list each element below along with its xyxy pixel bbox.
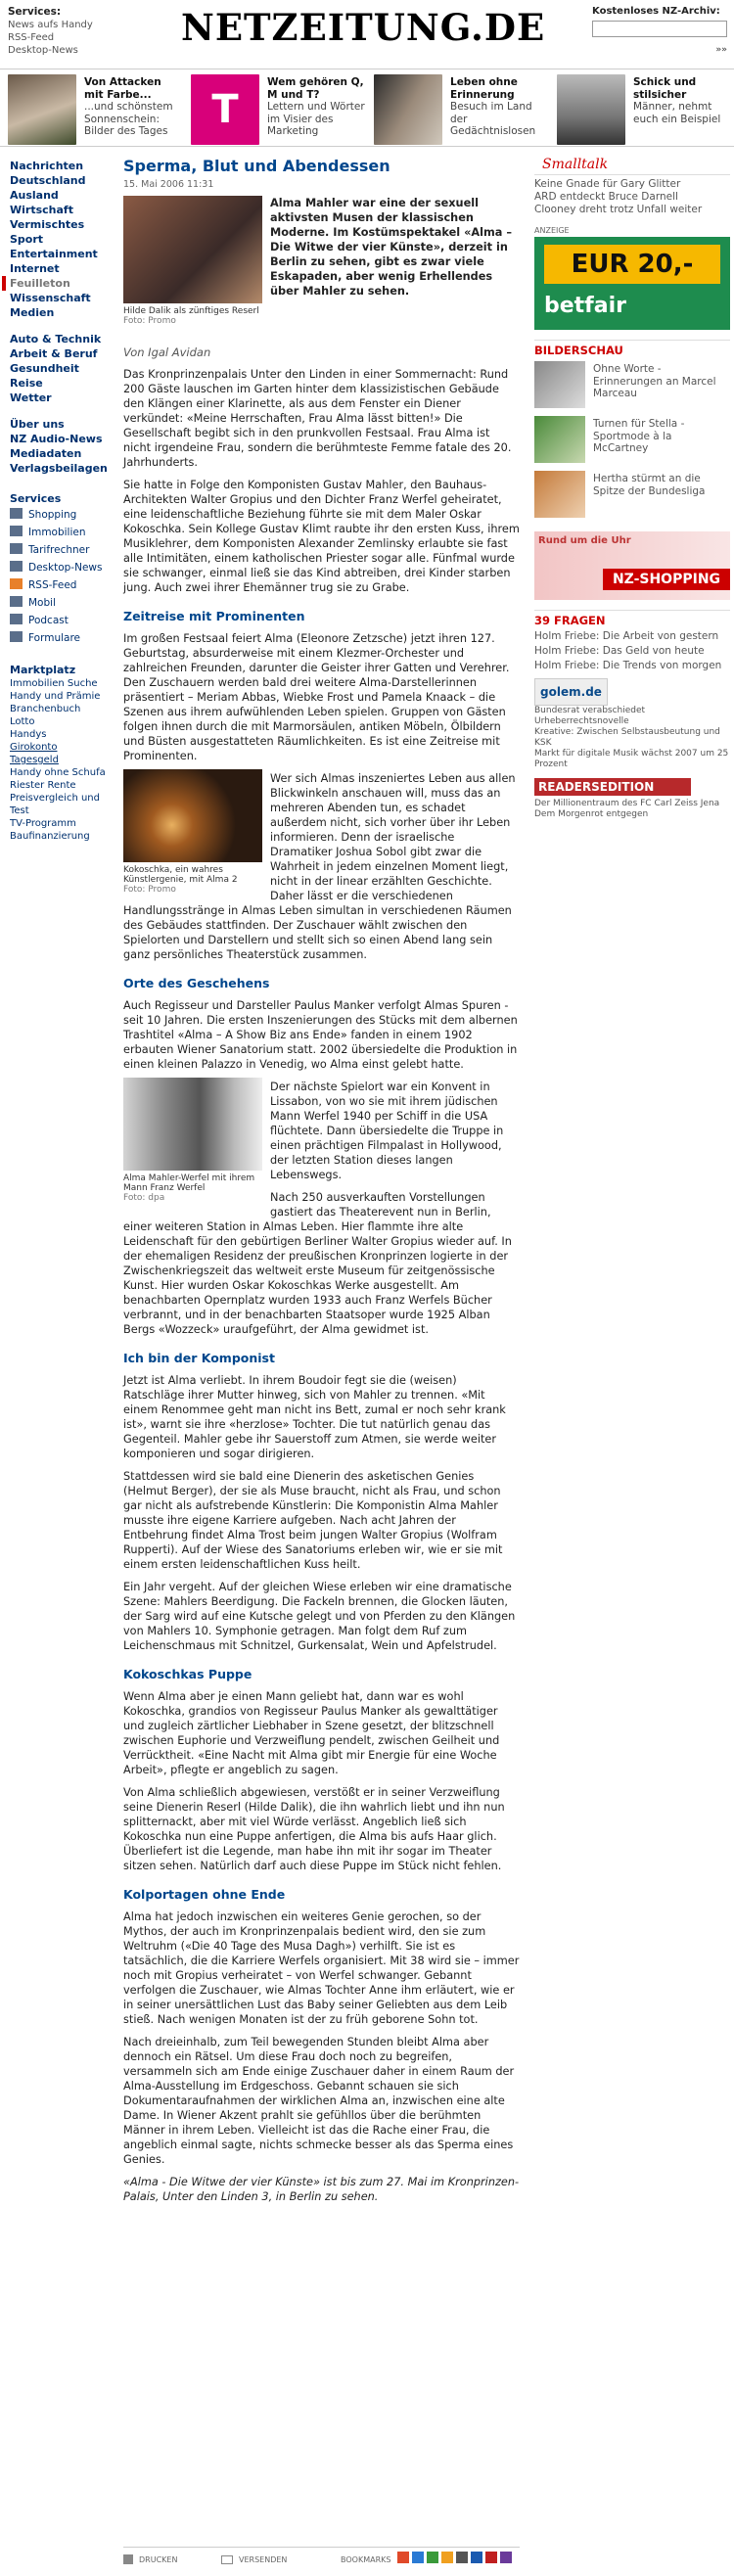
service-link[interactable]: Desktop-News bbox=[8, 45, 78, 56]
service-immobilien[interactable]: Immobilien bbox=[10, 524, 117, 541]
article-date: 15. Mai 2006 11:31 bbox=[123, 179, 214, 190]
bilderschau-heading: BILDERSCHAU bbox=[534, 340, 730, 357]
teaser[interactable] bbox=[8, 74, 184, 145]
paragraph: Stattdessen wird sie bald eine Dienerin des asketischen Genies (Helmut Berger), der sie als Muse braucht, nicht als Frau, und schon gar nicht als aufstrebende Künstlerin: Die Komponistin Alma Mahler musste ihre eigene Karriere aufgeben. Nach acht Jahren der Entbehrung findet Alma Trost beim jungen Walter Gropius (Wolfram Rupperti). Auf der Wiese des Sanatoriums erleben wir, wie er sie mit einem ersten leidenschaftlichen Kuss heilt. bbox=[123, 1470, 503, 1571]
subheading: Kolportagen ohne Ende bbox=[123, 1887, 286, 1902]
market-link[interactable]: Riester Rente bbox=[10, 780, 76, 791]
ad-brand: betfair bbox=[544, 294, 626, 318]
golem-link[interactable]: Markt für digitale Musik wächst 2007 um 25 Prozent bbox=[534, 749, 729, 769]
readersedition-link[interactable]: Der Millionentraum des FC Carl Zeiss Jena Dem Morgenrot entgegen bbox=[534, 799, 720, 819]
article bbox=[123, 157, 520, 2204]
rss-icon bbox=[10, 578, 23, 589]
monitor-icon bbox=[10, 561, 23, 572]
paragraph: Auch Regisseur und Darsteller Paulus Manker verfolgt Almas Spuren - seit 10 Jahren. Die ersten Inszenierungen des Stücks mit dem albernen Trashtitel «Alma – A Show Biz ans Ende» fanden in einem 1902 erbauten Wiener Sanatorium statt. 2002 übersiedelte die Produktion in einen kleinen Palazzo in Venedig, wo Alma einst gelebt hatte. bbox=[123, 999, 518, 1071]
bookmark-icon[interactable] bbox=[500, 2552, 512, 2563]
market-links bbox=[10, 677, 117, 843]
bookmark-icon[interactable] bbox=[471, 2552, 482, 2563]
article-footnote: «Alma - Die Witwe der vier Künste» ist bis zum 27. Mai im Kronprinzen-Palais, Unter den Linden 3, in Berlin zu sehen. bbox=[123, 2176, 520, 2203]
figure-caption: Kokoschka, ein wahres Künstlergenie, mit Alma 2 Foto: Promo bbox=[123, 865, 238, 895]
figure-caption: Alma Mahler-Werfel mit ihrem Mann Franz Werfel Foto: dpa bbox=[123, 1173, 255, 1203]
paragraph: Wer sich Almas inszeniertes Leben aus allen Blickwinkeln anschauen will, muss das an mehreren Abenden tun, es schadet außerdem nicht, sich vorher über ihr Leben informieren. Denn der israelische Dramatiker Joshua Sobol gibt zwar die Wahrheit in jedem einzelnen Moment liegt, nicht in der linear erzählten Geschichte. Daher lässt er die verschiedenen Handlungsstränge in Almas Leben simultan in verschiedenen Räumen des Gebäudes stattfinden. Der Zuschauer wählt zwischen den Spielorten und Darstellern und stellt sich so einen Abend lang sein ganz persönliches Theaterstück zusammen. bbox=[123, 772, 516, 961]
paragraph: Alma hat jedoch inzwischen ein weiteres Genie gerochen, so der Mythos, der auch im Kronprinzenpalais bedient wird, den sie zum Weltruhm («Die 40 Tage des Musa Dagh») verhilft. Sie ist es tatsächlich, die die Karriere Werfels organisiert. Mit 38 wird sie – immer noch mit Gropius verheiratet – von Werfel schwanger. Gebannt verfolgen die Zuschauer, wie Almas Tochter Anne ihm erläutert, wie er in seiner unersättlichen Lust das Baby seiner Geliebten aus dem Leib stieß. Nach wenigen Monaten ist der zu früh geborene Sohn tot. bbox=[123, 1910, 520, 2026]
service-rss[interactable]: RSS-Feed bbox=[10, 576, 117, 594]
bookmark-icon[interactable] bbox=[485, 2552, 497, 2563]
bookmark-icon[interactable] bbox=[412, 2552, 424, 2563]
paragraph: Ein Jahr vergeht. Auf der gleichen Wiese erleben wir eine dramatische Szene: Mahlers Beerdigung. Die Fackeln brennen, die Glocken läuten, der Sarg wird auf eine Kutsche gelegt und von Pferden zu den Klängen von Mahlers 10. Symphonie getragen. Man folgt dem Ruf zum Leichenschmaus mit Schnitzel, Gurkensalat, Wein und Apfelstrudel. bbox=[123, 1581, 516, 1652]
print-icon[interactable] bbox=[123, 2554, 133, 2564]
gallery-link[interactable]: Turnen für Stella - Sportmode à la McCartney bbox=[593, 418, 685, 454]
nav-item[interactable]: Über uns bbox=[10, 418, 65, 431]
gallery-item[interactable] bbox=[534, 471, 730, 522]
nav-item[interactable]: Internet bbox=[10, 262, 60, 275]
figure-image[interactable] bbox=[123, 769, 262, 862]
nav-item[interactable]: Wirtschaft bbox=[10, 204, 73, 216]
service-link[interactable]: RSS-Feed bbox=[8, 32, 55, 43]
subheading: Ich bin der Komponist bbox=[123, 1351, 275, 1365]
podcast-icon bbox=[10, 614, 23, 624]
fragen-link[interactable]: Holm Friebe: Die Arbeit von gestern bbox=[534, 630, 719, 642]
nav-item[interactable]: Vermischtes bbox=[10, 218, 85, 231]
fragen-heading: 39 FRAGEN bbox=[534, 610, 730, 627]
figure bbox=[123, 1078, 262, 1203]
service-tarifrechner[interactable]: Tarifrechner bbox=[10, 541, 117, 559]
smalltalk-logo[interactable]: Smalltalk bbox=[542, 157, 609, 172]
nav-item[interactable]: Sport bbox=[10, 233, 44, 246]
mail-icon[interactable] bbox=[221, 2555, 233, 2564]
teaser-title[interactable]: Leben ohne Erinnerung bbox=[450, 76, 518, 101]
smalltalk-link[interactable]: Keine Gnade für Gary Glitter bbox=[534, 178, 681, 190]
gallery-image[interactable] bbox=[534, 361, 585, 408]
calculator-icon bbox=[10, 543, 23, 554]
market-link[interactable]: TV-Programm bbox=[10, 818, 76, 829]
subheading: Zeitreise mit Prominenten bbox=[123, 609, 305, 623]
subheading: Orte des Geschehens bbox=[123, 976, 270, 990]
paragraph: Wenn Alma aber je einen Mann geliebt hat, dann war es wohl Kokoschka, grandios von Regisseur Paulus Manker als gewalttätiger und zugleich zärtlicher Liebhaber in Szene gesetzt, der blitzschnell zwischen Euphorie und Verzweiflung pendelt, zwischen Geilheit und Verrücktheit. «Eine Nacht mit Alma gibt mir Energie für eine Woche Arbeit», pflegte er angeblich zu sagen. bbox=[123, 1690, 500, 1776]
market-link[interactable]: Baufinanzierung bbox=[10, 831, 90, 842]
gallery-item[interactable] bbox=[534, 361, 730, 412]
ad-label: ANZEIGE bbox=[534, 226, 570, 235]
bookmarks-label: BOOKMARKS bbox=[341, 2555, 391, 2564]
gallery-link[interactable]: Ohne Worte - Erinnerungen an Marcel Marceau bbox=[593, 363, 716, 399]
teaser-title[interactable]: Wem gehören Q, M und T? bbox=[267, 76, 364, 101]
nav-item[interactable]: Medien bbox=[10, 306, 55, 319]
smalltalk-link[interactable]: Clooney dreht trotz Unfall weiter bbox=[534, 204, 703, 215]
teaser-image[interactable] bbox=[374, 74, 442, 145]
market-link[interactable]: Girokonto bbox=[10, 742, 58, 753]
archive-search bbox=[592, 6, 729, 55]
paragraph: Im großen Festsaal feiert Alma (Eleonore Zetzsche) jetzt ihren 127. Geburtstag, absurderweise mit einem Klezmer-Orchester und zahlreichen Freunden, darunter die Geister ihrer Gatten und Verehrer. Den Zuschauern werden bald drei weitere Alma-Darstellerinnen präsentiert – Meriam Abbas, Wiebke Frost und Pamela Knaack – die Szenen aus ihrem aufwühlenden Leben spielen. Gruppen von Gästen folgen ihnen durch die mit Marmorsäulen, antiken Möbeln, Ölbildern und Büsten ausgestatteten Räumlichkeiten. Es ist eine Zeitreise mit Prominenten. bbox=[123, 632, 510, 762]
paragraph: Nach 250 ausverkauften Vorstellungen gastiert das Theaterevent nun in Berlin, einer weiteren Station in Almas Leben. Hier flammte ihre alte Leidenschaft für den gebürtigen Berliner Walter Gropius wieder auf. In der ehemaligen Residenz der preußischen Kronprinzen logierte in der Zwischenkriegszeit das weltweit erste Museum für zeitgenössische Kunst. Hier wurden Oskar Kokoschkas Werke ausgestellt. Am benachbarten Opernplatz wurden 1933 auch Franz Werfels Bücher verbrannt, und in der benachbarten Staatsoper wurde 1925 Alban Bergs «Wozzeck» uraufgeführt, der Alma gewidmet ist. bbox=[123, 1191, 512, 1336]
header bbox=[0, 0, 734, 67]
golem-link[interactable]: Kreative: Zwischen Selbstausbeutung und KSK bbox=[534, 727, 720, 748]
left-navigation bbox=[10, 159, 117, 843]
print-button[interactable]: DRUCKEN bbox=[139, 2555, 178, 2564]
archive-title: Kostenloses NZ-Archiv: bbox=[592, 6, 720, 17]
teaser-image[interactable]: T bbox=[191, 74, 259, 145]
service-desktop-news[interactable]: Desktop-News bbox=[10, 559, 117, 576]
nav-item[interactable]: Wetter bbox=[10, 391, 52, 404]
shop-banner-small: Rund um die Uhr bbox=[538, 535, 631, 546]
fragen-link[interactable]: Holm Friebe: Das Geld von heute bbox=[534, 645, 705, 657]
archive-search-input[interactable] bbox=[592, 21, 727, 37]
teaser-bar bbox=[0, 69, 734, 147]
market-link[interactable]: Handy und Prämie bbox=[10, 691, 101, 702]
nav-item[interactable]: Arbeit & Beruf bbox=[10, 347, 98, 360]
paragraph: Jetzt ist Alma verliebt. In ihrem Boudoir fegt sie die (weisen) Ratschläge ihrer Mutter hinweg, sich von Mahler zu trennen. «Mit einem Renommee geht man nicht ins Bett, zumal er noch sehr krank ist», warnt sie ihre «herzlose» Tochter. Die tut natürlich genau das Gegenteil. Mahler gebe ihr Sauerstoff zum Atmen, sie werde weiter komponieren und sogar dirigieren. bbox=[123, 1374, 506, 1460]
send-button[interactable]: VERSENDEN bbox=[239, 2555, 288, 2564]
nav-item[interactable]: Verlagsbeilagen bbox=[10, 462, 108, 475]
teaser[interactable] bbox=[374, 74, 550, 145]
nav-item[interactable]: Nachrichten bbox=[10, 160, 84, 172]
site-logo[interactable]: NETZEITUNG.DE bbox=[181, 6, 546, 49]
market-link[interactable]: Immobilien Suche bbox=[10, 678, 98, 689]
betfair-ad[interactable] bbox=[534, 237, 730, 330]
teaser-text: ...und schönstem Sonnenschein: Bilder des Tages bbox=[84, 101, 173, 137]
market-link[interactable]: Tagesgeld bbox=[10, 755, 59, 765]
paragraph: Der nächste Spielort war ein Konvent in Lissabon, von wo sie mit ihrem jüdischen Mann Werfel 1940 per Schiff in die USA flüchtete. Dann übersiedelte die Truppe in einen prächtigen Filmpalast in Hollywood, der letzten Station dieses langen Lebenswegs. bbox=[270, 1081, 504, 1181]
lead-image-caption: Hilde Dalik als zünftiges Reserl Foto: Promo bbox=[123, 306, 259, 326]
lead-block bbox=[123, 196, 520, 338]
nav-item[interactable]: Mediadaten bbox=[10, 447, 82, 460]
nav-item[interactable]: NZ Audio-News bbox=[10, 433, 103, 445]
nav-item[interactable]: Deutschland bbox=[10, 174, 86, 187]
subheading: Kokoschkas Puppe bbox=[123, 1667, 252, 1681]
market-link[interactable]: Handys bbox=[10, 729, 47, 740]
nav-item[interactable]: Wissenschaft bbox=[10, 292, 91, 304]
teaser[interactable] bbox=[557, 74, 733, 145]
nav-item[interactable]: Ausland bbox=[10, 189, 59, 202]
nz-shopping-banner[interactable] bbox=[534, 531, 730, 600]
right-sidebar bbox=[534, 157, 730, 820]
phone-icon bbox=[10, 596, 23, 607]
smalltalk-link[interactable]: ARD entdeckt Bruce Darnell bbox=[534, 191, 678, 203]
golem-link[interactable]: Bundesrat verabschiedet Urheberrechtsnovelle bbox=[534, 706, 646, 726]
teaser-text: Lettern und Wörter im Visier des Marketing bbox=[267, 101, 365, 137]
service-mobil[interactable]: Mobil bbox=[10, 594, 117, 612]
teaser-text: Männer, nehmt euch ein Beispiel bbox=[633, 101, 721, 125]
paragraph: Nach dreieinhalb, zum Teil bewegenden Stunden bleibt Alma aber dennoch ein Rätsel. Um diese Frau doch noch zu begreifen, versammeln sich am Ende einige Zuschauer daher in einem Raum der Alma-Ausstellung im Erdgeschoss. Gebannt schauen sie sich Dokumentaraufnahmen der wirklichen Alma an, inzwischen eine alte Dame. In Wiener Akzent prahlt sie gefühllos über die berühmten Männer in ihrem Leben. Vielleicht ist das die Rache einer Frau, die angeblich einmal sagte, nichts schmecke besser als das Sperma eines Genies. bbox=[123, 2036, 515, 2166]
services-box bbox=[8, 6, 93, 57]
teaser-text: Besuch im Land der Gedächtnislosen bbox=[450, 101, 536, 137]
market-link[interactable]: Lotto bbox=[10, 716, 35, 727]
service-formulare[interactable]: Formulare bbox=[10, 629, 117, 647]
service-link[interactable]: News aufs Handy bbox=[8, 20, 93, 30]
gallery-link[interactable]: Hertha stürmt an die Spitze der Bundesliga bbox=[593, 473, 706, 497]
market-link[interactable]: Handy ohne Schufa bbox=[10, 767, 106, 778]
house-icon bbox=[10, 526, 23, 536]
bookmark-icon[interactable] bbox=[397, 2552, 409, 2563]
market-link[interactable]: Preisvergleich und Test bbox=[10, 793, 100, 816]
nav-item[interactable]: Entertainment bbox=[10, 248, 98, 260]
nav-item-active[interactable]: Feuilleton bbox=[2, 276, 117, 291]
archive-go-button[interactable]: »» bbox=[715, 45, 727, 55]
service-shopping[interactable]: Shopping bbox=[10, 506, 117, 524]
gallery-image[interactable] bbox=[534, 471, 585, 518]
article-title: Sperma, Blut und Abendessen bbox=[123, 157, 390, 175]
gallery-item[interactable] bbox=[534, 416, 730, 467]
nav-item[interactable]: Reise bbox=[10, 377, 43, 390]
lead-image[interactable] bbox=[123, 196, 262, 303]
teaser-title[interactable]: Schick und stilsicher bbox=[633, 76, 697, 101]
gallery-image[interactable] bbox=[534, 416, 585, 463]
ad-price: EUR 20,- bbox=[544, 245, 720, 284]
article-author: Von Igal Avidan bbox=[123, 345, 211, 359]
market-link[interactable]: Branchenbuch bbox=[10, 704, 81, 714]
cart-icon bbox=[10, 508, 23, 519]
article-toolbar bbox=[123, 2547, 520, 2570]
nav-item[interactable]: Auto & Technik bbox=[10, 333, 102, 345]
services-title: Services: bbox=[8, 6, 62, 18]
teaser-image[interactable] bbox=[557, 74, 625, 145]
form-icon bbox=[10, 631, 23, 642]
market-heading: Marktplatz bbox=[10, 664, 76, 676]
bookmark-icon[interactable] bbox=[456, 2552, 468, 2563]
paragraph: Das Kronprinzenpalais Unter den Linden in einer Sommernacht: Rund 200 Gäste lauschen im Garten hinter dem klassizistischen Gebäude den Klängen einer Klarinette, als aus dem Fenster ein Diener verkündet: «Meine Herrschaften, Frau Alma lässt bitten!» Die Gesellschaft begibt sich in den prunkvollen Festsaal. Frau Alma ist nicht irgendeine Frau, sondern die berühmteste Femme fatale des 20. Jahrhunderts. bbox=[123, 368, 512, 469]
teaser-image[interactable] bbox=[8, 74, 76, 145]
fragen-link[interactable]: Holm Friebe: Die Trends von morgen bbox=[534, 660, 722, 671]
services-heading: Services bbox=[10, 492, 62, 505]
service-podcast[interactable]: Podcast bbox=[10, 612, 117, 629]
teaser-title[interactable]: Von Attacken mit Farbe... bbox=[84, 76, 161, 101]
article-lead: Alma Mahler war eine der sexuell aktivsten Musen der klassischen Moderne. Im Kostümspektakel «Alma – Die Witwe der vier Künste», derzeit in Berlin zu sehen, gibt es zwar viele Eskapaden, aber wenig Erhellendes über Mahler zu sehen. bbox=[270, 197, 512, 298]
golem-logo[interactable]: golem.de bbox=[534, 678, 608, 706]
figure bbox=[123, 769, 262, 895]
bookmark-icon[interactable] bbox=[441, 2552, 453, 2563]
shop-banner-title: NZ-SHOPPING bbox=[603, 569, 730, 590]
paragraph: Sie hatte in Folge den Komponisten Gustav Mahler, den Bauhaus-Architekten Walter Gropius und den Dichter Franz Werfel geheiratet, eine leidenschaftliche Beziehung führte sie mit dem Maler Oskar Kokoschka. Sein Kollege Gustav Klimt raubte ihr den ersten Kuss, ihrem Musiklehrer, dem Komponisten Alexander Zemlinsky erlaubte sie fast alle Intimitäten, einem katholischen Priester sogar alle. Fünfmal wurde sie schwanger, einmal ließ sie das Kind abtreiben, drei Kinder starben jung. Auch zwei ihrer Ehemänner trug sie zu Grabe. bbox=[123, 479, 520, 594]
paragraph: Von Alma schließlich abgewiesen, verstößt er in seiner Verzweiflung seine Dienerin Reserl (Hilde Dalik), die ihn wahrlich liebt und ihn nun splitternackt, aber mit viel Würde verlässt. Angeblich ließ sich Kokoschka nun eine Puppe anfertigen, die Alma bis aufs Haar glich. Überliefert ist die Legende, man habe ihn mit ihr sogar im Theater sitzen sehen. Natürlich darf auch diese Puppe im Stück nicht fehlen. bbox=[123, 1786, 505, 1872]
readersedition-logo[interactable]: READERSEDITION bbox=[534, 778, 691, 796]
nav-item[interactable]: Gesundheit bbox=[10, 362, 79, 375]
bookmark-icon[interactable] bbox=[427, 2552, 438, 2563]
figure-image[interactable] bbox=[123, 1078, 262, 1171]
teaser[interactable] bbox=[191, 74, 367, 145]
